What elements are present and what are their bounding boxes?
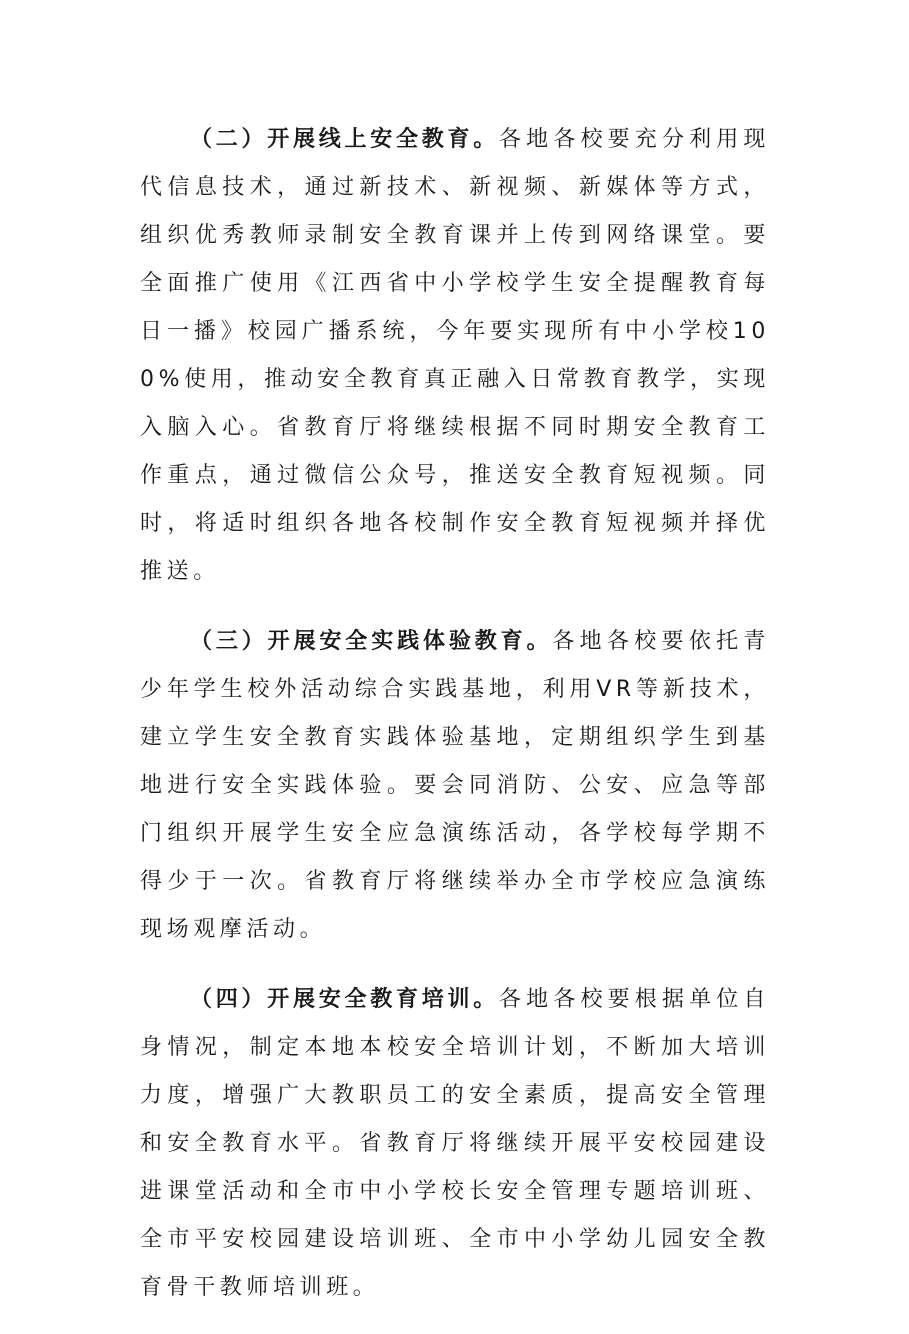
section-body: 各地各校要根据单位自身情况，制定本地本校安全培训计划，不断加大培训力度，增强广大教职员工的安全素质，提高安全管理和安全教育水平。省教育厅将继续开展平安校园建设进课堂活动和全市中小学校长安全管理专题培训班、全市平安校园建设培训班、全市中小学幼儿园安全教育骨干教师培训班。 xyxy=(140,987,770,1300)
section-heading: （四）开展安全教育培训。 xyxy=(190,987,500,1012)
document-page xyxy=(140,116,770,1334)
section-practice-experience-education xyxy=(140,618,770,954)
section-body: 各地各校要依托青少年学生校外活动综合实践基地，利用VR等新技术，建立学生安全教育实践体验基地，定期组织学生到基地进行安全实践体验。要会同消防、公安、应急等部门组织开展学生安全应急演练活动，各学校每学期不得少于一次。省教育厅将继续举办全市学校应急演练现场观摩活动。 xyxy=(140,629,770,942)
section-online-safety-education xyxy=(140,116,770,596)
section-body: 各地各校要充分利用现代信息技术，通过新技术、新视频、新媒体等方式，组织优秀教师录制安全教育课并上传到网络课堂。要全面推广使用《江西省中小学校学生安全提醒教育每日一播》校园广播系统，今年要实现所有中小学校100%使用，推动安全教育真正融入日常教育教学，实现入脑入心。省教育厅将继续根据不同时期安全教育工作重点，通过微信公众号，推送安全教育短视频。同时，将适时组织各地各校制作安全教育短视频并择优推送。 xyxy=(140,127,770,584)
section-heading: （三）开展安全实践体验教育。 xyxy=(190,629,553,654)
section-heading: （二）开展线上安全教育。 xyxy=(190,127,500,152)
section-safety-training xyxy=(140,976,770,1312)
